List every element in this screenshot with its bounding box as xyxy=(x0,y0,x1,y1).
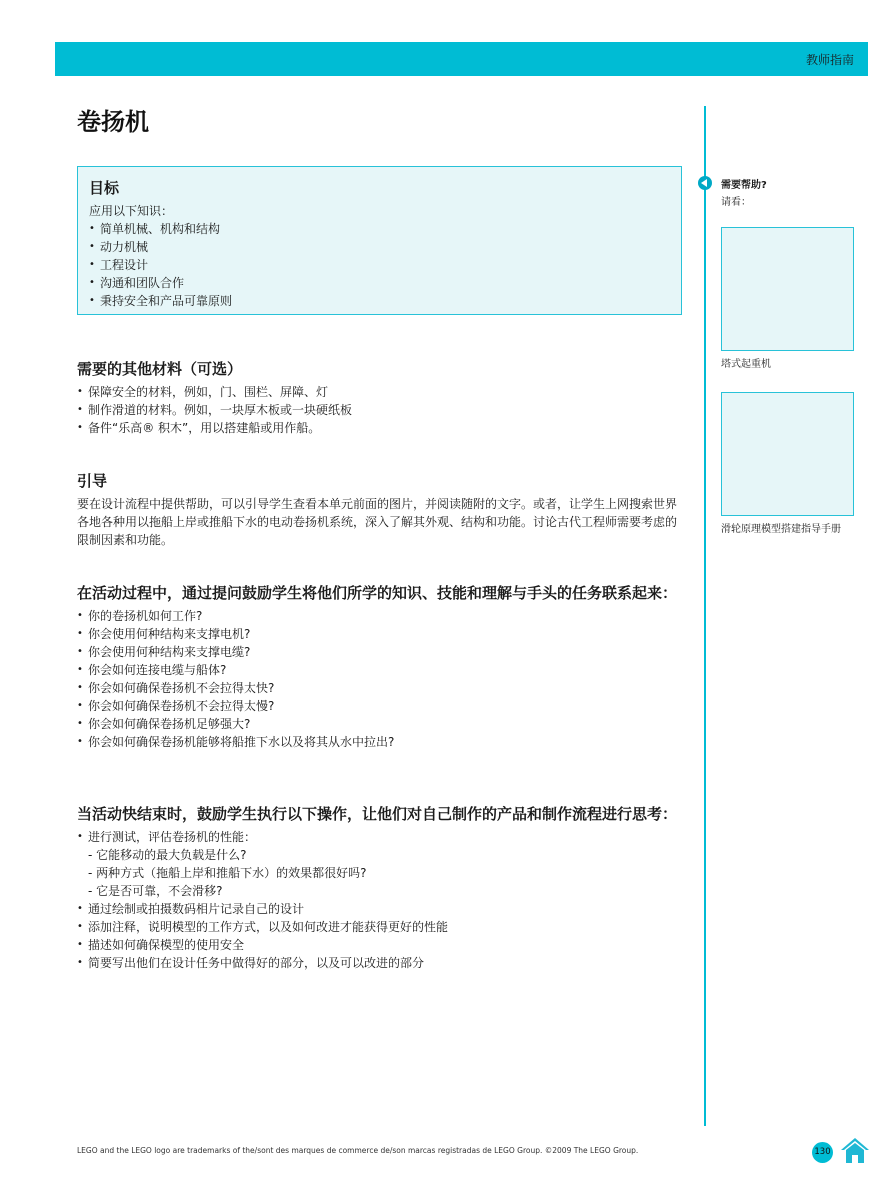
help-subtitle: 请看： xyxy=(721,197,751,208)
during-list xyxy=(77,607,687,751)
materials-section xyxy=(77,360,687,437)
goal-intro: 应用以下知识： xyxy=(89,204,174,218)
sub-list-item: - 它能移动的最大负载是什么? xyxy=(88,848,247,862)
list-item: • 你会如何确保卷扬机能够将船推下水以及将其从水中拉出? xyxy=(77,733,687,751)
list-item: • 保障安全的材料，例如，门、围栏、屏障、灯 xyxy=(77,383,687,401)
footer-legal: LEGO and the LEGO logo are trademarks of the/sont des marques de commerce de/son marcas registradas de LEGO Group. ©2009 The LEGO Group. xyxy=(77,1146,639,1155)
header-label: 教师指南 xyxy=(805,53,854,67)
list-item: • 你会如何确保卷扬机不会拉得太快? xyxy=(77,679,687,697)
list-item: • 动力机械 xyxy=(89,238,670,256)
sidebar-divider xyxy=(704,106,706,1126)
list-item: • 进行测试，评估卷扬机的性能： xyxy=(77,828,687,846)
goal-heading: 目标 xyxy=(89,179,120,197)
ref-caption[interactable]: 塔式起重机 xyxy=(721,359,771,370)
materials-list xyxy=(77,383,687,437)
help-title: 需要帮助? xyxy=(721,180,767,191)
intro-text: 要在设计流程中提供帮助，可以引导学生查看本单元前面的图片，并阅读随附的文字。或者，让学生上网搜索世界各地各种用以拖船上岸或推船下水的电动卷扬机系统，深入了解其外观、结构和功能。讨论古代工程师需要考虑的限制因素和功能。 xyxy=(77,497,678,547)
page-title: 卷扬机 xyxy=(77,108,149,136)
ending-section xyxy=(77,805,687,972)
list-item: • 备件“乐高® 积木”，用以搭建船或用作船。 xyxy=(77,419,687,437)
list-item: • 你会如何连接电缆与船体? xyxy=(77,661,687,679)
home-icon[interactable] xyxy=(840,1137,870,1164)
goal-box xyxy=(77,166,682,315)
list-item: • 通过绘制或拍摄数码相片记录自己的设计 xyxy=(77,900,687,918)
ending-list xyxy=(77,828,687,972)
list-item: • 秉持安全和产品可靠原则 xyxy=(89,292,670,310)
list-item: • 沟通和团队合作 xyxy=(89,274,670,292)
list-item: • 简要写出他们在设计任务中做得好的部分，以及可以改进的部分 xyxy=(77,954,687,972)
ref-thumbnail-pulley-guide[interactable] xyxy=(721,392,854,516)
page-number: 130 xyxy=(812,1142,833,1163)
help-arrow-icon xyxy=(698,176,712,190)
ref-caption[interactable]: 滑轮原理模型搭建指导手册 xyxy=(721,524,841,535)
ending-heading: 当活动快结束时，鼓励学生执行以下操作，让他们对自己制作的产品和制作流程进行思考： xyxy=(77,805,678,823)
list-item: • 制作滑道的材料。例如，一块厚木板或一块硬纸板 xyxy=(77,401,687,419)
sub-list-item: - 它是否可靠，不会滑移? xyxy=(88,884,223,898)
during-heading: 在活动过程中，通过提问鼓励学生将他们所学的知识、技能和理解与手头的任务联系起来： xyxy=(77,584,678,602)
list-item: • 你会使用何种结构来支撑电缆? xyxy=(77,643,687,661)
list-item: • 简单机械、机构和结构 xyxy=(89,220,670,238)
intro-heading: 引导 xyxy=(77,472,108,490)
list-item: • 工程设计 xyxy=(89,256,670,274)
list-item: • 你的卷扬机如何工作? xyxy=(77,607,687,625)
list-item: • 添加注释，说明模型的工作方式，以及如何改进才能获得更好的性能 xyxy=(77,918,687,936)
sub-list-item: - 两种方式（拖船上岸和推船下水）的效果都很好吗? xyxy=(88,866,367,880)
list-item: • 描述如何确保模型的使用安全 xyxy=(77,936,687,954)
materials-heading: 需要的其他材料（可选） xyxy=(77,360,243,378)
header-bar xyxy=(55,42,868,76)
list-item: • 你会如何确保卷扬机足够强大? xyxy=(77,715,687,733)
during-section xyxy=(77,584,687,751)
ref-thumbnail-tower-crane[interactable] xyxy=(721,227,854,351)
list-item: • 你会如何确保卷扬机不会拉得太慢? xyxy=(77,697,687,715)
list-item: • 你会使用何种结构来支撑电机? xyxy=(77,625,687,643)
intro-section xyxy=(77,472,687,549)
goal-list xyxy=(89,220,670,310)
